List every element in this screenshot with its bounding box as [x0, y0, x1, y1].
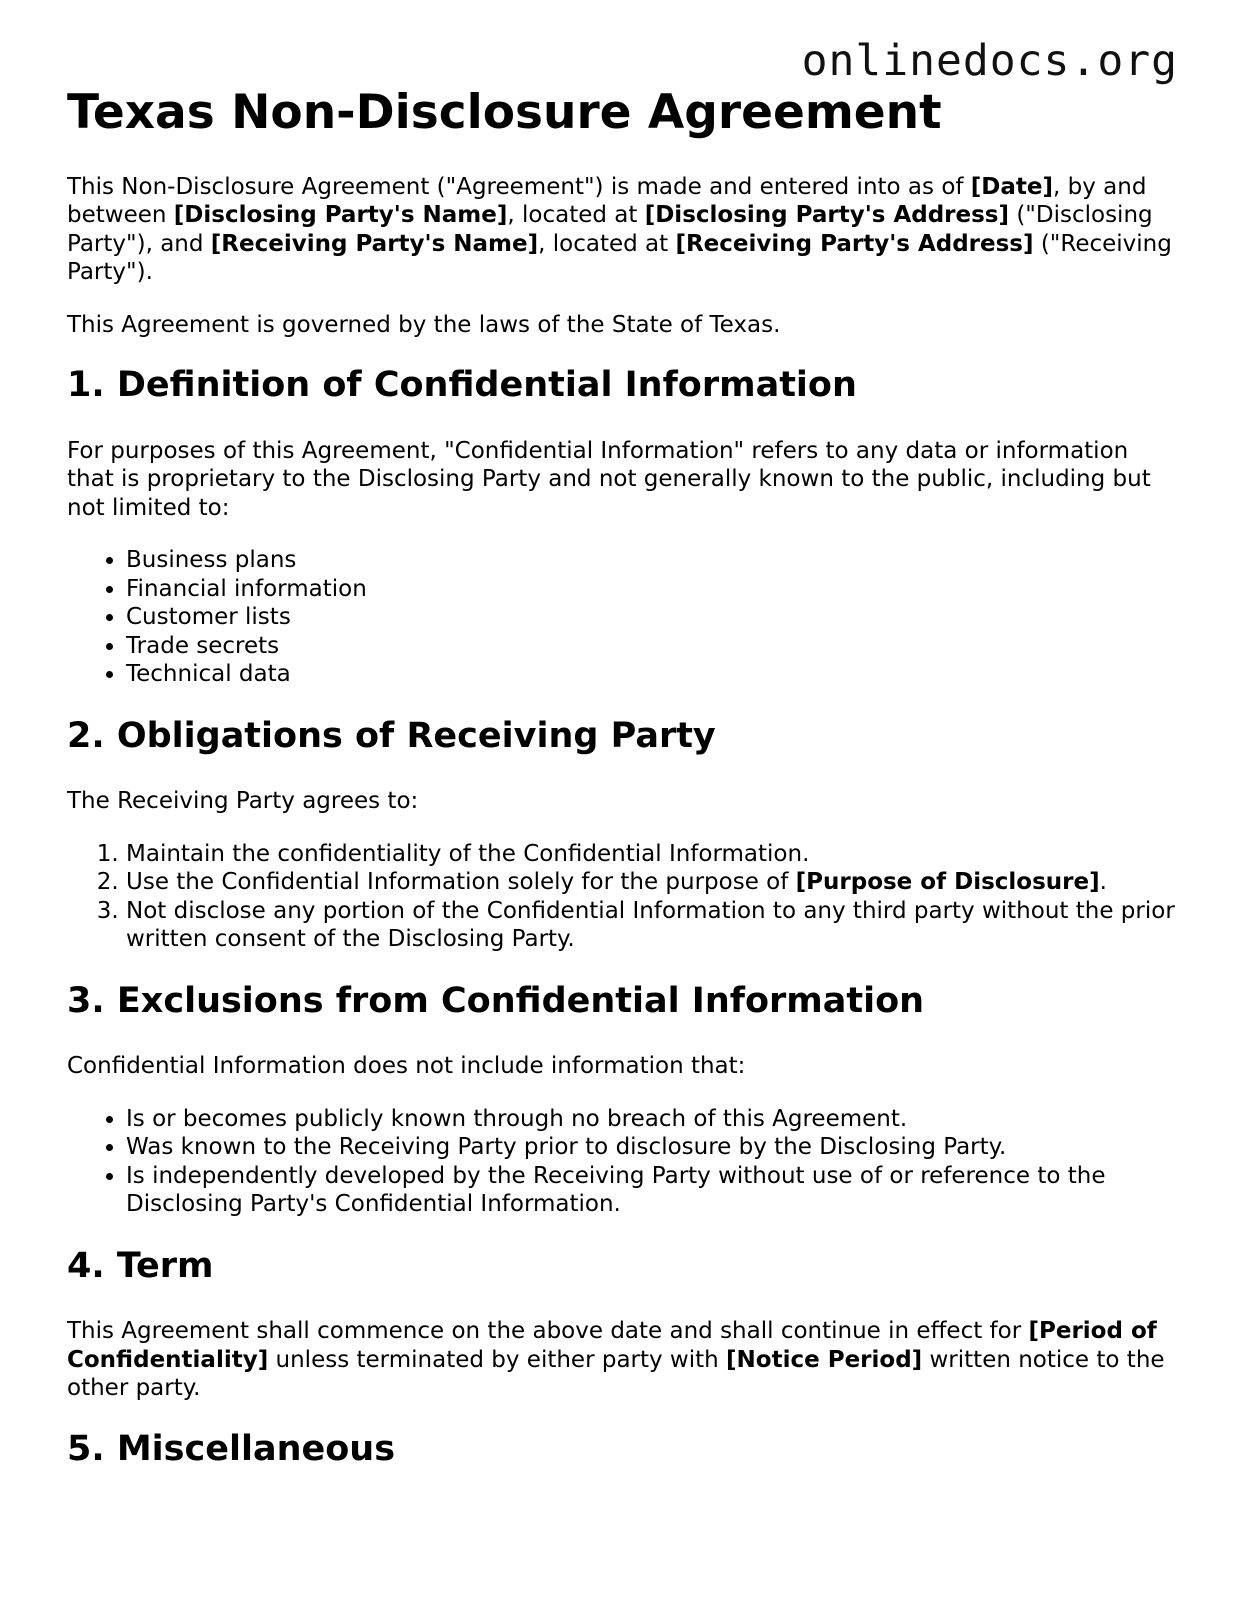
intro-text-4: ("Disclosing Party"), and: [67, 202, 1153, 257]
list-item: [126, 868, 1177, 897]
section-2-heading: 2. Obligations of Receiving Party: [67, 715, 716, 756]
term-text-1: This Agreement shall commence on the above date and shall continue in effect for: [67, 1318, 1029, 1345]
notice-period-placeholder: [Notice Period]: [726, 1346, 923, 1373]
intro-text-3: , located at: [507, 202, 645, 229]
disclosing-party-address-placeholder: [Disclosing Party's Address]: [644, 202, 1010, 229]
term-text-3: written notice to the other party.: [67, 1346, 1165, 1402]
section-2-body: The Receiving Party agrees to:: [67, 788, 419, 815]
obligations-list: [67, 840, 1177, 954]
list-item: 1. Maintain the confidentiality of the Confidential Information.: [126, 840, 1177, 869]
list-item: • Technical data: [126, 660, 1177, 689]
section-1-body: For purposes of this Agreement, "Confidential Information" refers to any data or information that is proprietary to the Disclosing Party and not generally known to the public, including but not limited to:: [67, 437, 1151, 521]
section-3-heading: 3. Exclusions from Confidential Information: [67, 980, 925, 1021]
document-page: [67, 84, 1177, 1500]
list-item: 3. Not disclose any portion of the Confidential Information to any third party without the prior written consent of the Disclosing Party.: [126, 897, 1177, 954]
list-item: • Financial information: [126, 575, 1177, 604]
intro-text-6: ("Receiving Party").: [67, 230, 1172, 286]
list-item: • Is independently developed by the Receiving Party without use of or reference to the Disclosing Party's Confidential Information.: [126, 1162, 1177, 1219]
intro-paragraph: [67, 173, 1177, 287]
purpose-placeholder: [Purpose of Disclosure]: [795, 869, 1100, 896]
list-item-text: Use the Confidential Information solely for the purpose of: [126, 869, 796, 896]
confidential-info-list: [67, 546, 1177, 689]
list-item: • Is or becomes publicly known through no breach of this Agreement.: [126, 1105, 1177, 1134]
intro-text-2: , by and between: [67, 173, 1147, 229]
exclusions-list: [67, 1105, 1177, 1219]
receiving-party-name-placeholder: [Receiving Party's Name]: [210, 230, 539, 257]
section-3-body: Confidential Information does not include information that:: [67, 1053, 746, 1080]
list-item: • Business plans: [126, 546, 1177, 575]
list-item: • Trade secrets: [126, 632, 1177, 661]
period-placeholder: [Period of Confidentiality]: [67, 1318, 1157, 1373]
disclosing-party-name-placeholder: [Disclosing Party's Name]: [173, 202, 508, 229]
section-4-heading: 4. Term: [67, 1245, 214, 1286]
list-item: • Customer lists: [126, 603, 1177, 632]
section-4-body: [67, 1317, 1177, 1403]
intro-text-1: This Non-Disclosure Agreement ("Agreement") is made and entered into as of: [67, 173, 971, 200]
intro-text-5: , located at: [538, 230, 676, 257]
section-5-heading: 5. Miscellaneous: [67, 1428, 396, 1469]
document-title: Texas Non-Disclosure Agreement: [67, 85, 942, 140]
receiving-party-address-placeholder: [Receiving Party's Address]: [675, 230, 1034, 257]
date-placeholder: [Date]: [970, 173, 1054, 200]
list-item: • Was known to the Receiving Party prior to disclosure by the Disclosing Party.: [126, 1133, 1177, 1162]
site-watermark: onlinedocs.org: [801, 36, 1178, 86]
section-1-heading: 1. Definition of Confidential Information: [67, 365, 857, 406]
list-item-text: .: [1099, 869, 1107, 896]
term-text-2: unless terminated by either party with: [268, 1346, 727, 1373]
governing-law-paragraph: This Agreement is governed by the laws of the State of Texas.: [67, 311, 781, 338]
